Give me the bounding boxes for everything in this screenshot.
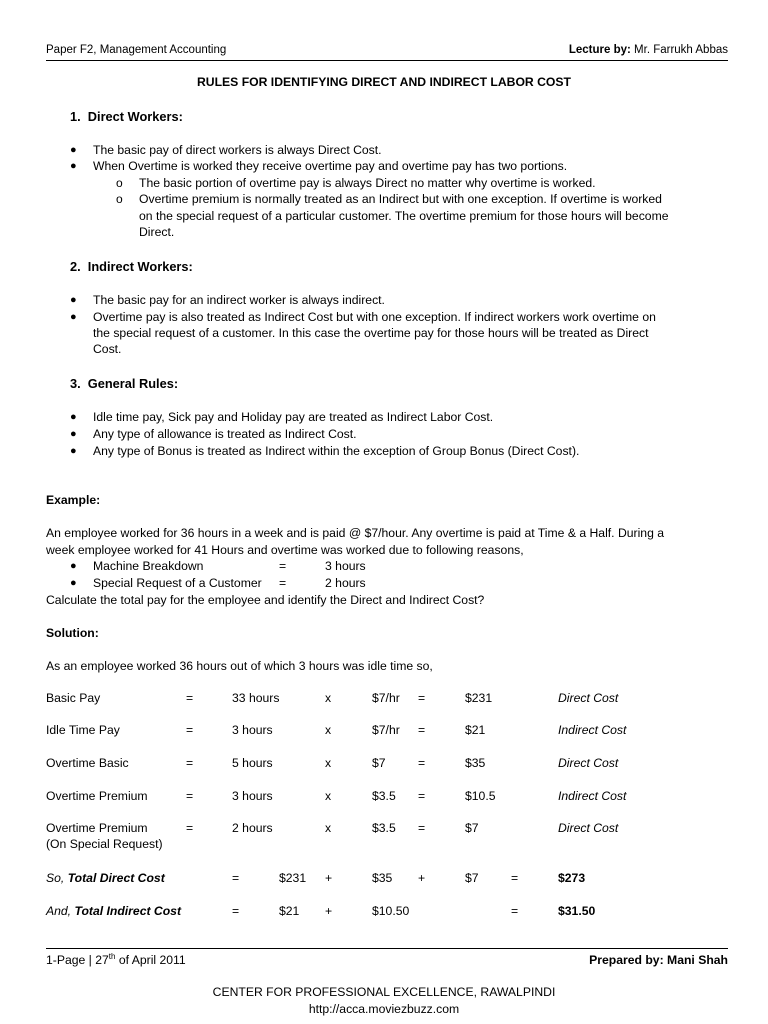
- calc-row-label-note: (On Special Request): [46, 837, 163, 851]
- section-heading-indirect-workers: 2. Indirect Workers:: [70, 259, 193, 274]
- calc-amount: $7: [465, 821, 479, 835]
- calc-equals: =: [418, 756, 426, 770]
- list-item: Any type of allowance is treated as Indirect Cost.: [93, 427, 357, 441]
- header-lecturer-label: Lecture by:: [568, 44, 631, 56]
- total-equals: =: [232, 904, 240, 918]
- calc-cost-type: Direct Cost: [558, 691, 619, 705]
- calc-hours: 5 hours: [232, 756, 273, 770]
- calc-equals: =: [418, 821, 426, 835]
- calc-equals: =: [186, 821, 194, 835]
- calc-times: x: [325, 821, 332, 835]
- total-plus: +: [325, 904, 333, 918]
- example-question: Calculate the total pay for the employee and identify the Direct and Indirect Cost?: [46, 593, 485, 607]
- calc-row-label: Overtime Premium: [46, 821, 148, 835]
- bullet-icon: ●: [70, 411, 77, 423]
- calc-rate: $7/hr: [372, 691, 400, 705]
- footer-page-date: [46, 952, 186, 968]
- bullet-icon: ●: [70, 144, 77, 156]
- list-item: Overtime pay is also treated as Indirect Cost but with one exception. If indirect workers work overtime on: [93, 310, 656, 324]
- calc-equals: =: [418, 789, 426, 803]
- footer-date-suffix: th: [108, 951, 116, 961]
- calc-equals: =: [186, 756, 194, 770]
- solution-heading: Solution:: [46, 626, 99, 640]
- calc-row-label: Overtime Basic: [46, 756, 129, 770]
- bullet-icon: ●: [70, 160, 77, 172]
- reason-equals: =: [279, 576, 287, 590]
- section-heading-direct-workers: 1. Direct Workers:: [70, 109, 183, 124]
- total-equals: =: [511, 904, 519, 918]
- total-direct-label: [46, 870, 165, 886]
- sub-list-item-continued: on the special request of a particular customer. The overtime premium for those hours will become: [139, 209, 669, 223]
- total-indirect-prefix: And,: [46, 904, 75, 918]
- footer-url[interactable]: http://acca.moviezbuzz.com: [308, 1002, 460, 1016]
- total-equals: =: [232, 871, 240, 885]
- sub-list-item: Overtime premium is normally treated as an Indirect but with one exception. If overtime is worked: [139, 192, 662, 206]
- calc-hours: 2 hours: [232, 821, 273, 835]
- calc-hours: 3 hours: [232, 723, 273, 737]
- calc-cost-type: Direct Cost: [558, 821, 619, 835]
- list-item: The basic pay for an indirect worker is always indirect.: [93, 293, 385, 307]
- bullet-icon: ●: [70, 577, 77, 589]
- list-item-continued: Cost.: [93, 342, 122, 356]
- reason-label: Special Request of a Customer: [93, 576, 262, 590]
- list-item: The basic pay of direct workers is always Direct Cost.: [93, 143, 382, 157]
- reason-label: Machine Breakdown: [93, 559, 204, 573]
- list-item-continued: the special request of a customer. In this case the overtime pay for those hours will be treated as Direct: [93, 326, 649, 340]
- total-plus: +: [418, 871, 426, 885]
- example-text: An employee worked for 36 hours in a week and is paid @ $7/hour. Any overtime is paid at Time & a Half. During a: [46, 526, 665, 540]
- calc-rate: $7: [372, 756, 386, 770]
- calc-times: x: [325, 789, 332, 803]
- sub-list-item: The basic portion of overtime pay is always Direct no matter why overtime is worked.: [139, 176, 596, 190]
- section-heading-general-rules: 3. General Rules:: [70, 376, 179, 391]
- total-direct-prefix: So,: [46, 871, 68, 885]
- sub-list-item-continued: Direct.: [139, 225, 175, 239]
- calc-equals: =: [186, 691, 194, 705]
- example-heading: Example:: [46, 493, 101, 507]
- footer-rule: [46, 948, 728, 949]
- reason-value: 3 hours: [325, 559, 366, 573]
- calc-cost-type: Direct Cost: [558, 756, 619, 770]
- header-rule: [46, 60, 728, 61]
- footer-page: 1-Page | 27: [46, 953, 109, 967]
- total-plus: +: [325, 871, 333, 885]
- calc-equals: =: [418, 691, 426, 705]
- calc-times: x: [325, 756, 332, 770]
- solution-intro: As an employee worked 36 hours out of which 3 hours was idle time so,: [46, 659, 433, 673]
- hollow-bullet-icon: o: [116, 176, 123, 190]
- calc-times: x: [325, 691, 332, 705]
- page-title: RULES FOR IDENTIFYING DIRECT AND INDIRECT LABOR COST: [197, 75, 571, 89]
- total-direct-title: Total Direct Cost: [67, 871, 165, 885]
- calc-rate: $3.5: [372, 821, 396, 835]
- calc-equals: =: [186, 789, 194, 803]
- total-term: $35: [372, 871, 393, 885]
- calc-row-label: Overtime Premium: [46, 789, 148, 803]
- calc-row-label: Idle Time Pay: [46, 723, 120, 737]
- total-term: $231: [279, 871, 307, 885]
- list-item: When Overtime is worked they receive overtime pay and overtime pay has two portions.: [93, 159, 568, 173]
- total-equals: =: [511, 871, 519, 885]
- calc-amount: $10.5: [465, 789, 496, 803]
- bullet-icon: ●: [70, 428, 77, 440]
- total-term: $7: [465, 871, 479, 885]
- footer-organization: CENTER FOR PROFESSIONAL EXCELLENCE, RAWALPINDI: [212, 985, 556, 999]
- hollow-bullet-icon: o: [116, 192, 123, 206]
- reason-equals: =: [279, 559, 287, 573]
- calc-equals: =: [186, 723, 194, 737]
- total-indirect-value: $31.50: [558, 904, 596, 918]
- header-lecturer-name: Mr. Farrukh Abbas: [630, 44, 728, 56]
- total-indirect-title: Total Indirect Cost: [74, 904, 182, 918]
- calc-amount: $35: [465, 756, 486, 770]
- list-item: Any type of Bonus is treated as Indirect within the exception of Group Bonus (Direct Cost).: [93, 444, 580, 458]
- bullet-icon: ●: [70, 311, 77, 323]
- footer-prepared-by: [589, 952, 728, 968]
- calc-amount: $21: [465, 723, 486, 737]
- calc-rate: $7/hr: [372, 723, 400, 737]
- bullet-icon: ●: [70, 294, 77, 306]
- total-term: $21: [279, 904, 300, 918]
- total-direct-value: $273: [558, 871, 586, 885]
- calc-hours: 3 hours: [232, 789, 273, 803]
- footer-date: of April 2011: [115, 953, 186, 967]
- calc-cost-type: Indirect Cost: [558, 789, 627, 803]
- header-lecturer: [569, 42, 728, 58]
- footer-prepared-label: Prepared by:: [589, 953, 664, 967]
- calc-hours: 33 hours: [232, 691, 280, 705]
- calc-rate: $3.5: [372, 789, 396, 803]
- calc-row-label: Basic Pay: [46, 691, 101, 705]
- total-term: $10.50: [372, 904, 410, 918]
- example-text: week employee worked for 41 Hours and overtime was worked due to following reasons,: [46, 543, 524, 557]
- reason-value: 2 hours: [325, 576, 366, 590]
- bullet-icon: ●: [70, 445, 77, 457]
- calc-amount: $231: [465, 691, 493, 705]
- header-paper-title: Paper F2, Management Accounting: [46, 44, 227, 56]
- total-indirect-label: [46, 903, 181, 919]
- footer-prepared-name: Mani Shah: [663, 953, 728, 967]
- bullet-icon: ●: [70, 560, 77, 572]
- calc-times: x: [325, 723, 332, 737]
- calc-equals: =: [418, 723, 426, 737]
- list-item: Idle time pay, Sick pay and Holiday pay are treated as Indirect Labor Cost.: [93, 410, 494, 424]
- calc-cost-type: Indirect Cost: [558, 723, 627, 737]
